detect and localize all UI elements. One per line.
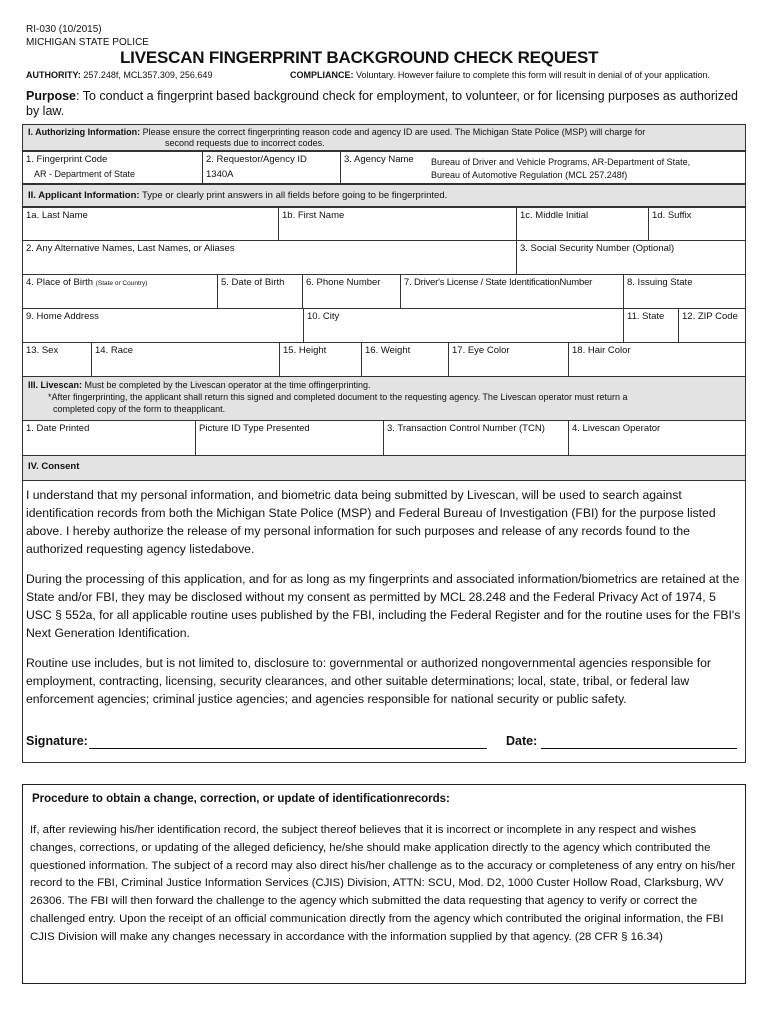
section-1-label: I. Authorizing Information: [28, 127, 141, 137]
procedure-text: If, after reviewing his/her identification record, the subject thereof believes that it is incorrect or incomplete in any respect and wishes changes, corrections, or updating of the alleged deficiency, he/she should make application directly to the agency which contributed the questioned information. The subject of a record may also direct his/her challenge as to the accuracy or completeness of any entry on his/her record to the FBI, Criminal Justice Information Services (CJIS) Division, ATTN: SCU, Mod. D2, 1000 Custer Hollow Road, Clarksburg, WV 26306. The FBI will then forward the challenge to the agency which submitted the data requesting that agency to verify or correct the challenged entry. Upon the receipt of an official communication directly from the agency which contributed the original information, the FBI CJIS Division will make any changes necessary in accordance with the information supplied by that agency. (28 CFR § 16.34) [30, 824, 736, 943]
picture-id-field[interactable] [195, 420, 384, 456]
last-name-label: 1a. Last Name [26, 210, 88, 221]
weight-label: 16. Weight [365, 345, 411, 356]
section-3-text: Must be completed by the Livescan operator at the time offingerprinting. [84, 380, 371, 390]
alt-names-label: 2. Any Alternative Names, Last Names, or Aliases [26, 243, 235, 254]
date-line[interactable] [541, 748, 737, 749]
section-3-label: III. Livescan: [28, 380, 83, 390]
height-label: 15. Height [283, 345, 327, 356]
agency-id-value: 1340A [206, 169, 234, 180]
purpose-text: : To conduct a fingerprint based background check for employment, to volunteer, or for licensing purposes as authorized by law. [26, 89, 738, 118]
alt-names-field[interactable] [22, 240, 517, 275]
middle-initial-field[interactable] [516, 207, 649, 241]
sex-label: 13. Sex [26, 345, 59, 356]
procedure-title: Procedure to obtain a change, correction, or update of identificationrecords: [32, 793, 450, 805]
ssn-field[interactable] [516, 240, 746, 275]
agency-name: MICHIGAN STATE POLICE [26, 37, 149, 48]
fingerprint-code-label: 1. Fingerprint Code [26, 154, 108, 165]
suffix-field[interactable] [648, 207, 746, 241]
race-label: 14. Race [95, 345, 134, 356]
sex-field[interactable] [22, 342, 92, 377]
weight-field[interactable] [361, 342, 449, 377]
agency-name-label: 3. Agency Name [344, 154, 414, 165]
eye-color-field[interactable] [448, 342, 569, 377]
section-authorizing-header [22, 124, 746, 151]
agency-name-line-1: Bureau of Driver and Vehicle Programs, AR-Department of State, [431, 157, 691, 167]
state-label: 11. State [627, 311, 665, 322]
suffix-label: 1d. Suffix [652, 210, 692, 221]
city-label: 10. City [307, 311, 340, 322]
last-name-field[interactable] [22, 207, 279, 241]
consent-paragraph-2: During the processing of this application, and for as long as my fingerprints and associated information/biometrics are retained at the State and/or FBI, they may be disclosed without my consent as permitted by MCL 28.248 and the Federal Privacy Act of 1974, 5 USC § 552a, for all applicable routine uses published by the FBI, including the Federal Register and for the routine uses for the FBI's Next Generation Identification. [26, 572, 741, 640]
phone-label: 6. Phone Number [306, 277, 381, 288]
ssn-label: 3. Social Security Number (Optional) [520, 243, 675, 254]
purpose [26, 89, 746, 119]
picture-id-label: Picture ID Type Presented [199, 423, 310, 434]
agency-id-field[interactable] [202, 151, 341, 184]
section-livescan-header [22, 376, 746, 421]
section-4-label: IV. Consent [28, 461, 80, 472]
authority-label: AUTHORITY: [26, 70, 81, 80]
fingerprint-code-value: AR - Department of State [34, 169, 136, 179]
first-name-label: 1b. First Name [282, 210, 345, 221]
form-number: RI-030 (10/2015) [26, 24, 102, 35]
section-3-note-2: completed copy of the form to theapplicant. [53, 404, 226, 414]
place-of-birth-note: (State or Country) [95, 280, 148, 287]
page-title: LIVESCAN FINGERPRINT BACKGROUND CHECK REQUEST [120, 48, 599, 67]
fingerprint-code-field[interactable] [22, 151, 203, 184]
authority-line [26, 70, 212, 81]
date-printed-label: 1. Date Printed [26, 423, 90, 434]
issuing-state-label: 8. Issuing State [627, 277, 693, 288]
signature-line[interactable] [89, 748, 487, 749]
eye-color-label: 17. Eye Color [452, 345, 510, 356]
agency-id-label: 2. Requestor/Agency ID [206, 154, 307, 165]
section-applicant-header [22, 184, 746, 207]
section-2-text: Type or clearly print answers in all fields before going to be fingerprinted. [142, 190, 448, 201]
section-1-text: Please ensure the correct fingerprinting reason code and agency ID are used. The Michigan State Police (MSP) will charge for [142, 127, 646, 137]
first-name-field[interactable] [278, 207, 517, 241]
hair-color-field[interactable] [568, 342, 746, 377]
compliance-label: COMPLIANCE: [290, 70, 354, 80]
purpose-label: Purpose [26, 89, 77, 103]
section-2-label: II. Applicant Information: [28, 190, 140, 201]
tcn-label: 3. Transaction Control Number (TCN) [387, 423, 545, 434]
phone-field[interactable] [302, 274, 401, 309]
zip-field[interactable] [678, 308, 746, 343]
authority-text: 257.248f, MCL357.309, 256.649 [83, 70, 213, 80]
section-consent-header [22, 455, 746, 481]
height-field[interactable] [279, 342, 362, 377]
state-field[interactable] [623, 308, 679, 343]
date-label: Date: [506, 734, 538, 748]
livescan-operator-field[interactable] [568, 420, 746, 456]
middle-initial-label: 1c. Middle Initial [520, 210, 589, 221]
compliance-text: Voluntary. However failure to complete this form will result in denial of of your application. [356, 70, 711, 80]
home-address-field[interactable] [22, 308, 304, 343]
dob-label: 5. Date of Birth [221, 277, 285, 288]
consent-paragraph-1: I understand that my personal information, and biometric data being submitted by Livescan, will be used to search against identification records from both the Michigan State Police (MSP) and Federal Bureau of Investigation (FBI) for the purpose listed above. I hereby authorize the release of my personal information for such purposes and release of any records found to the authorized requesting agency listedabove. [26, 488, 716, 556]
dob-field[interactable] [217, 274, 303, 309]
zip-label: 12. ZIP Code [682, 311, 738, 322]
issuing-state-field[interactable] [623, 274, 746, 309]
section-1-text-2: second requests due to incorrect codes. [165, 138, 325, 148]
hair-color-label: 18. Hair Color [572, 345, 631, 356]
compliance-line [290, 70, 710, 81]
agency-name-value [431, 156, 690, 182]
agency-name-field[interactable] [340, 151, 746, 184]
agency-name-line-2: Bureau of Automotive Regulation (MCL 257.248f) [431, 170, 628, 180]
consent-paragraph-3: Routine use includes, but is not limited to, disclosure to: governmental or authorized nongovernmental agencies responsible for employment, contracting, licensing, security clearances, and other suitable determinations; local, state, tribal, or federal law enforcement agencies; criminal justice agencies; and agencies responsible for national security or public safety. [26, 656, 711, 706]
livescan-operator-label: 4. Livescan Operator [572, 423, 661, 434]
license-label: 7. Driver's License / State IdentificationNumber [404, 277, 593, 288]
tcn-field[interactable] [383, 420, 569, 456]
date-printed-field[interactable] [22, 420, 196, 456]
city-field[interactable] [303, 308, 624, 343]
place-of-birth-label: 4. Place of Birth [26, 277, 94, 288]
race-field[interactable] [91, 342, 280, 377]
place-of-birth-field[interactable] [22, 274, 218, 309]
home-address-label: 9. Home Address [26, 311, 99, 322]
signature-label: Signature: [26, 734, 88, 748]
section-3-note-1: *After fingerprinting, the applicant shall return this signed and completed document to the requesting agency. The Livescan operator must return a [48, 392, 628, 402]
license-field[interactable] [400, 274, 624, 309]
